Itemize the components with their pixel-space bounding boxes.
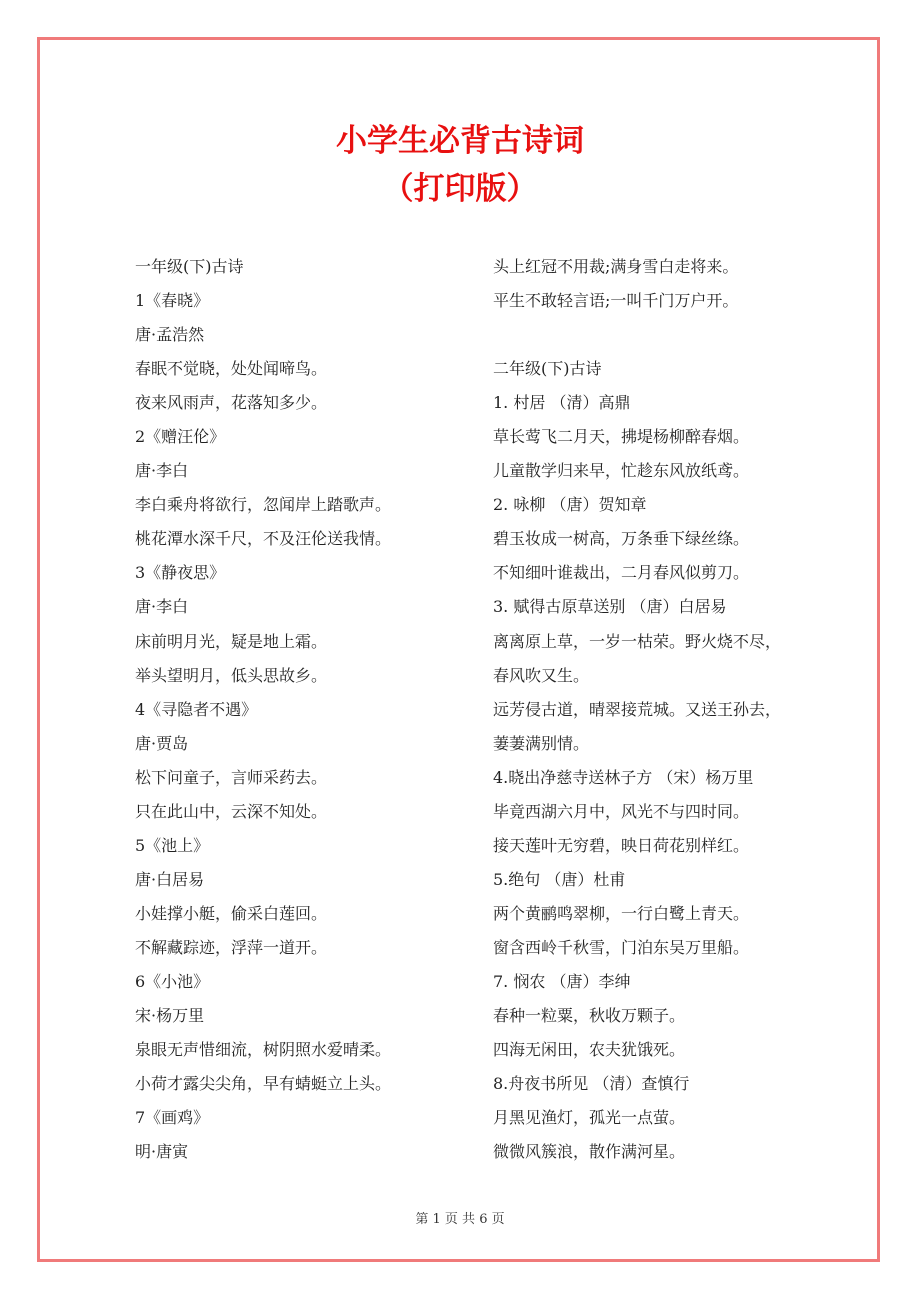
text-line: 远芳侵古道，晴翠接荒城。又送王孙去， bbox=[493, 699, 782, 719]
text-line: 2. 咏柳 （唐）贺知章 bbox=[493, 495, 647, 515]
text-line: 8.舟夜书所见 （清）查慎行 bbox=[493, 1074, 690, 1094]
text-line: 平生不敢轻言语;一叫千门万户开。 bbox=[493, 291, 739, 311]
right-column bbox=[493, 250, 781, 1169]
text-line: 只在此山中，云深不知处。 bbox=[135, 801, 328, 821]
text-line: 一年级(下)古诗 bbox=[135, 257, 244, 276]
text-line: 6《小池》 bbox=[135, 971, 210, 991]
left-column bbox=[135, 250, 391, 1169]
text-line: 桃花潭水深千尺，不及汪伦送我情。 bbox=[135, 529, 392, 549]
text-line: 泉眼无声惜细流，树阴照水爱晴柔。 bbox=[135, 1040, 392, 1060]
text-line: 唐·白居易 bbox=[135, 869, 205, 889]
text-line: 3《静夜思》 bbox=[135, 563, 226, 583]
text-line: 小娃撑小艇，偷采白莲回。 bbox=[135, 903, 328, 923]
text-line: 毕竟西湖六月中，风光不与四时同。 bbox=[493, 801, 750, 821]
text-line: 5《池上》 bbox=[135, 835, 210, 855]
text-line: 2《赠汪伦》 bbox=[135, 427, 226, 447]
text-line: 四海无闲田，农夫犹饿死。 bbox=[493, 1040, 686, 1060]
text-line: 草长莺飞二月天，拂堤杨柳醉春烟。 bbox=[493, 427, 750, 447]
text-line: 二年级(下)古诗 bbox=[493, 359, 602, 379]
text-line: 唐·李白 bbox=[135, 461, 189, 481]
text-line: 1. 村居 （清）高鼎 bbox=[493, 393, 631, 413]
page-footer: 第 1 页 共 6 页 bbox=[415, 1212, 505, 1227]
text-line: 小荷才露尖尖角，早有蜻蜓立上头。 bbox=[135, 1074, 392, 1094]
text-line: 7. 悯农 （唐）李绅 bbox=[493, 971, 631, 991]
text-line: 李白乘舟将欲行，忽闻岸上踏歌声。 bbox=[135, 495, 392, 515]
text-line: 举头望明月，低头思故乡。 bbox=[135, 665, 328, 685]
text-line: 离离原上草，一岁一枯荣。野火烧不尽， bbox=[493, 631, 782, 651]
text-line: 儿童散学归来早，忙趁东风放纸鸢。 bbox=[493, 461, 750, 481]
text-line: 4《寻隐者不遇》 bbox=[135, 699, 258, 719]
text-line: 夜来风雨声，花落知多少。 bbox=[135, 393, 328, 413]
text-line: 两个黄鹂鸣翠柳，一行白鹭上青天。 bbox=[493, 903, 750, 923]
text-line: 不知细叶谁裁出，二月春风似剪刀。 bbox=[493, 563, 750, 583]
text-line: 接天莲叶无穷碧，映日荷花别样红。 bbox=[493, 835, 750, 855]
text-line: 头上红冠不用裁;满身雪白走将来。 bbox=[493, 257, 739, 276]
text-line bbox=[493, 318, 781, 352]
text-line: 唐·李白 bbox=[135, 597, 189, 617]
text-line: 月黑见渔灯，孤光一点萤。 bbox=[493, 1108, 686, 1128]
text-line: 碧玉妆成一树高，万条垂下绿丝绦。 bbox=[493, 529, 750, 549]
text-line: 春种一粒粟，秋收万颗子。 bbox=[493, 1006, 686, 1026]
text-line: 窗含西岭千秋雪，门泊东吴万里船。 bbox=[493, 937, 750, 957]
text-line: 春风吹又生。 bbox=[493, 665, 590, 685]
text-line: 萋萋满别情。 bbox=[493, 733, 590, 753]
text-line: 微微风簇浪，散作满河星。 bbox=[493, 1142, 686, 1162]
text-line: 宋·杨万里 bbox=[135, 1006, 205, 1026]
text-line: 床前明月光，疑是地上霜。 bbox=[135, 631, 328, 651]
text-line: 3. 赋得古原草送别 （唐）白居易 bbox=[493, 597, 727, 617]
text-line: 4.晓出净慈寺送林子方 （宋）杨万里 bbox=[493, 767, 754, 787]
text-line: 不解藏踪迹，浮萍一道开。 bbox=[135, 937, 328, 957]
text-line: 唐·孟浩然 bbox=[135, 325, 205, 345]
text-line: 1《春晓》 bbox=[135, 291, 210, 311]
document-subtitle: （打印版） bbox=[382, 171, 538, 207]
text-line: 5.绝句 （唐）杜甫 bbox=[493, 869, 626, 889]
text-line: 明·唐寅 bbox=[135, 1142, 189, 1162]
text-line: 春眠不觉晓，处处闻啼鸟。 bbox=[135, 359, 328, 379]
text-line: 松下问童子，言师采药去。 bbox=[135, 767, 328, 787]
document-title: 小学生必背古诗词 bbox=[336, 123, 584, 159]
text-line: 7《画鸡》 bbox=[135, 1108, 210, 1128]
text-line: 唐·贾岛 bbox=[135, 733, 189, 753]
